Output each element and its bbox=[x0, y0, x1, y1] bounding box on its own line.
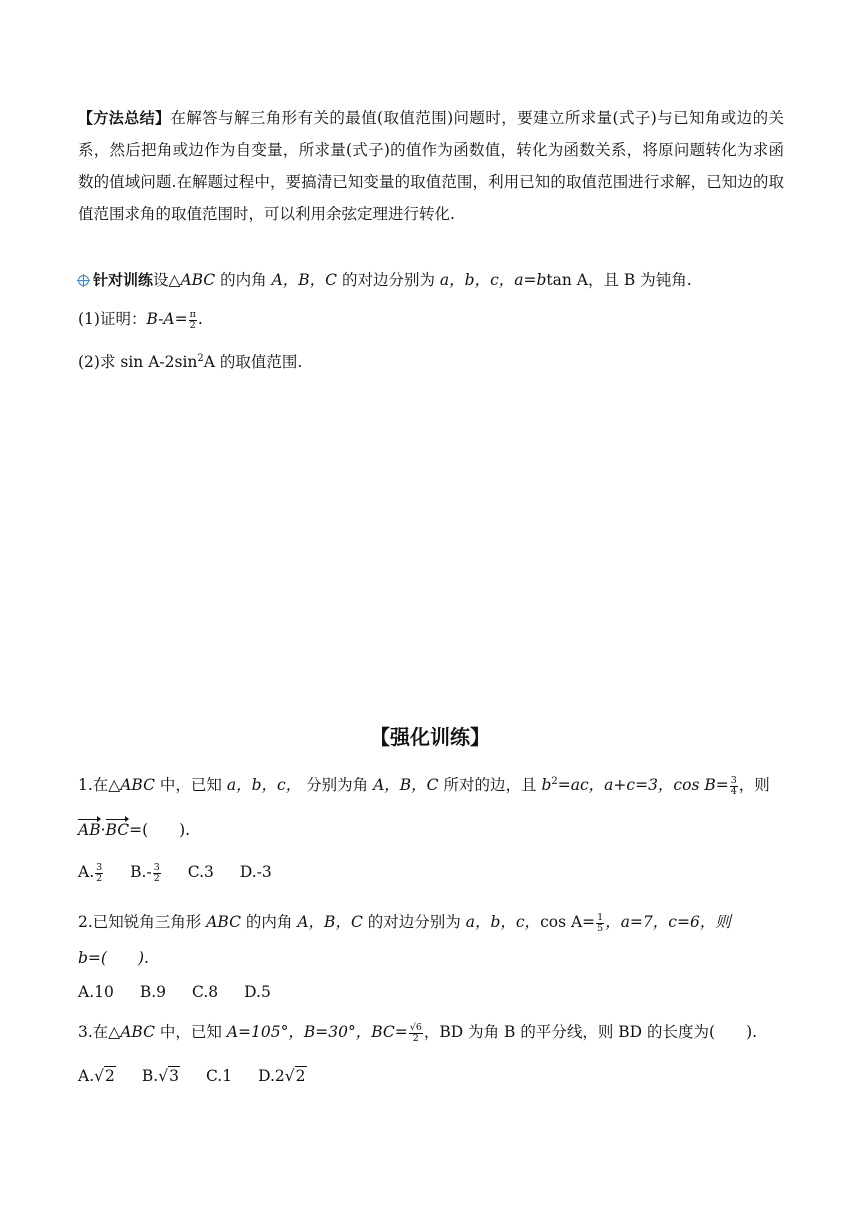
q1-line1: 1.在△ABC 中，已知 a，b，c， 分别为角 A，B，C 所对的边，且 $b^2=ac$，a+c=3，cos B= $\frac{3}{4}$ ，则 bbox=[78, 774, 770, 797]
q2-option-c[interactable]: C.8 bbox=[192, 983, 219, 1001]
summary-label: 【方法总结】 bbox=[78, 109, 171, 127]
q2-option-b[interactable]: B.9 bbox=[139, 983, 167, 1001]
sqrt6-over-2: $\frac{√6}{2}$ bbox=[409, 1021, 422, 1044]
q3-option-d[interactable]: D.2√2 bbox=[258, 1067, 306, 1085]
q1-line2: AB·BC=( ). bbox=[78, 818, 190, 842]
q2-options bbox=[78, 980, 297, 1004]
pi-over-2: $\frac{\pi}{2}$ bbox=[189, 308, 196, 331]
q1-option-a[interactable]: A. $\frac{3}{2}$ bbox=[78, 861, 103, 884]
three-quarters: $\frac{3}{4}$ bbox=[730, 774, 737, 797]
q1-option-b[interactable]: B.- $\frac{3}{2}$ bbox=[130, 861, 160, 884]
summary-text: 在解答与解三角形有关的最值(取值范围)问题时，要建立所求量(式子)与已知角或边的关系，然后把角或边作为自变量，所求量(式子)的值作为函数值，转化为函数关系，将原问题转化为求函数的值域问题.在解题过程中，要搞清已知变量的取值范围，利用已知的取值范围进行求解，已知边的取值范围求角的取值范围时，可以利用余弦定理进行转化. bbox=[78, 109, 784, 223]
section-title: 【强化训练】 bbox=[370, 725, 490, 749]
practice-part2: (2)求 $\sin A-2\sin^2A$ 的取值范围. bbox=[78, 353, 303, 371]
q2-option-a[interactable]: A.10 bbox=[78, 983, 114, 1001]
q3-option-b[interactable]: B.√3 bbox=[141, 1067, 179, 1085]
q1-options bbox=[78, 860, 298, 884]
q3-options bbox=[78, 1064, 333, 1088]
q3-line1: 3.在△ABC 中，已知 A=105°，B=30°，BC= $\frac{√6}{2}$ ，BD 为角 B 的平分线，则 BD 的长度为( ). bbox=[78, 1021, 758, 1044]
q2-option-d[interactable]: D.5 bbox=[244, 983, 271, 1001]
q3-option-c[interactable]: C.1 bbox=[205, 1067, 233, 1085]
q2-line2: b=( ). bbox=[78, 949, 149, 967]
vector-bc: BC bbox=[106, 818, 130, 842]
method-summary bbox=[78, 102, 784, 230]
q2-line1: 2.已知锐角三角形 ABC 的内角 A，B，C 的对边分别为 a，b，c，cos A= $\frac{1}{5}$ ，a=7，c=6，则 bbox=[78, 911, 731, 934]
q1-option-d[interactable]: D.-3 bbox=[239, 863, 272, 881]
one-fifth: $\frac{1}{5}$ bbox=[597, 911, 604, 934]
target-icon bbox=[78, 275, 89, 286]
practice-intro: 针对训练设△ABC 的内角 A，B，C 的对边分别为 a，b，c，a=btan A，且 B 为钝角. bbox=[78, 268, 692, 292]
practice-part1: (1)证明：B-A= $\frac{\pi}{2}$ . bbox=[78, 308, 203, 331]
q3-option-a[interactable]: A.√2 bbox=[78, 1067, 115, 1085]
practice-label: 针对训练 bbox=[93, 271, 154, 289]
vector-ab: AB bbox=[78, 818, 101, 842]
q1-option-c[interactable]: C.3 bbox=[187, 863, 214, 881]
